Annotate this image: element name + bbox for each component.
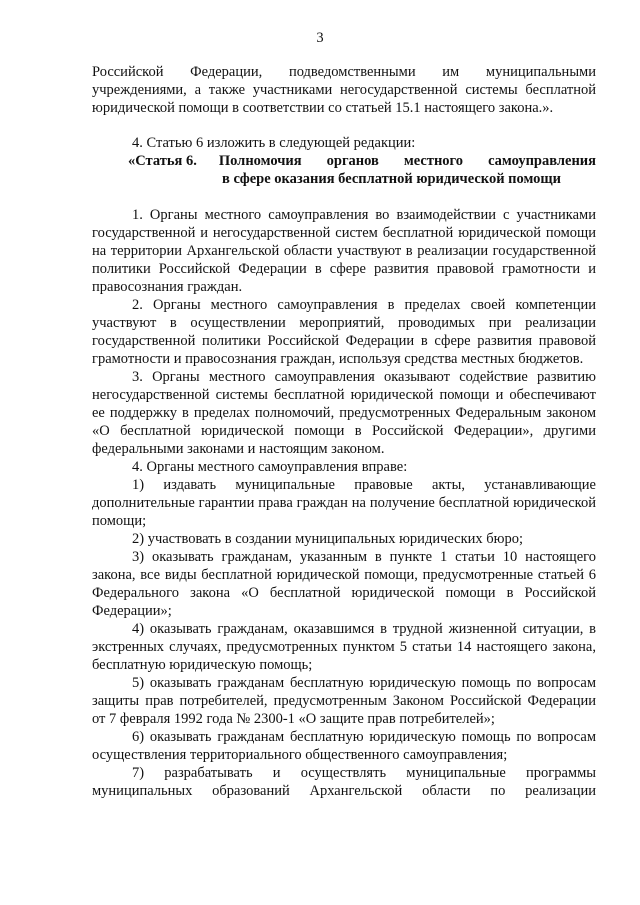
list-item: 7) разрабатывать и осуществлять муниципальные программы муниципальных образований Архангельской области по реализации	[92, 765, 596, 799]
article-title-line2: в сфере оказания бесплатной юридической помощи	[222, 171, 562, 187]
article-title-line1: Полномочия органов местного самоуправления	[218, 153, 596, 169]
paragraph: 1. Органы местного самоуправления во взаимодействии с участниками государственной и негосударственной систем бесплатной юридической помощи на территории Архангельской области участвуют в реализации государственной политики Российской Федерации в сфере развития правовой грамотности и правосознания граждан.	[92, 207, 596, 295]
list-item: 3) оказывать гражданам, указанным в пункте 1 статьи 10 настоящего закона, все виды бесплатной юридической помощи, предусмотренные статьей 6 Федерального закона «О бесплатной юридической помощи в Российской Федерации»;	[92, 549, 596, 619]
article-label: «Статья 6.	[128, 153, 197, 169]
paragraph: 3. Органы местного самоуправления оказывают содействие развитию негосударственной системы бесплатной юридической помощи и обеспечивают ее поддержку в пределах полномочий, предусмотренных Федеральным законом «О бесплатной юридической помощи в Российской Федерации», другими федеральными законами и настоящим законом.	[92, 369, 596, 457]
paragraph: 4. Органы местного самоуправления вправе:	[132, 459, 408, 475]
list-item: 2) участвовать в создании муниципальных юридических бюро;	[132, 531, 524, 547]
intro-line: юридической помощи в соответствии со статьей 15.1 настоящего закона.».	[92, 100, 554, 116]
article-body	[92, 206, 596, 800]
paragraph: 2. Органы местного самоуправления в пределах своей компетенции участвуют в осуществлении мероприятий, проводимых при реализации государственной политики Российской Федерации в сфере развития правовой грамотности и правосознания граждан, используя средства местных бюджетов.	[92, 297, 596, 367]
list-item: 4) оказывать гражданам, оказавшимся в трудной жизненной ситуации, в экстренных случаях, предусмотренных пунктом 5 статьи 14 настоящего закона, бесплатную юридическую помощь;	[92, 621, 596, 673]
intro-line: учреждениями, а также участниками негосударственной системы бесплатной	[92, 82, 596, 98]
page-number: 3	[316, 30, 324, 46]
amendment-heading	[92, 134, 596, 152]
intro-line: Российской Федерации, подведомственными им муниципальными	[92, 64, 596, 80]
list-item: 1) издавать муниципальные правовые акты, устанавливающие дополнительные гарантии права граждан на получение бесплатной юридической помощи;	[92, 477, 596, 529]
article-heading	[128, 152, 596, 188]
list-item: 5) оказывать гражданам бесплатную юридическую помощь по вопросам защиты прав потребителей, предусмотренным Законом Российской Федерации от 7 февраля 1992 года № 2300-1 «О защите прав потребителей»;	[92, 675, 596, 727]
list-item: 6) оказывать гражданам бесплатную юридическую помощь по вопросам осуществления территориального общественного самоуправления;	[92, 729, 596, 763]
intro-text	[92, 63, 596, 117]
item-4-heading: 4. Статью 6 изложить в следующей редакции:	[132, 135, 416, 151]
